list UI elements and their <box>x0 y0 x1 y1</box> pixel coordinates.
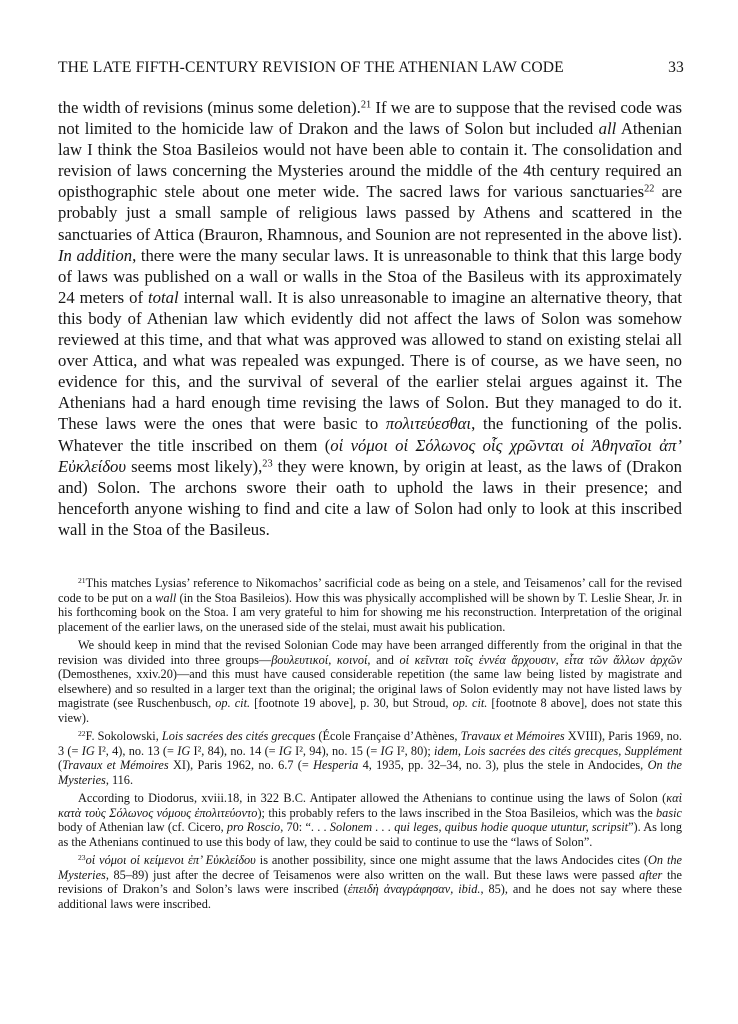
greek-phrase: οἱ νόμοι οἱ κείμενοι ἐπ’ Εὐκλείδου <box>85 853 256 867</box>
text-run: (in the Stoa Basileios). How this was physically accomplished will be shown by T. Leslie Shear, Jr. in his forthcoming book on the Stoa. I am very grateful to him for showing me his reconstruction. Interpretation of the original placement of the earlier laws, on the unerased side of the stelai, must await his publication. <box>58 590 682 634</box>
citation-hesperia: Hesperia <box>313 758 359 772</box>
emphasis-wall: wall <box>155 590 177 605</box>
citation-mysteries: On the Mysteries <box>58 853 682 882</box>
text-run: XI), Paris 1962, no. 6.7 (= <box>168 758 314 772</box>
page-number: 33 <box>668 59 684 76</box>
text-run: the revisions of Drakon’s and Solon’s laws were inscribed ( <box>58 867 682 896</box>
citation-mysteries: On the Mysteries <box>58 758 682 787</box>
citation-pro-roscio: pro Roscio <box>226 820 281 834</box>
text-run: they were known, by origin at least, as the laws of (Drakon and) Solon. The archons swore their oath to uphold the laws in their presence; and henceforth anyone wishing to find and cite a law of Solon had only to look at this inscribed wall in the Stoa of the Basileus. <box>58 456 682 539</box>
text-run: Athenian law I think the Stoa Basileios would not have been able to contain it. The consolidation and revision of laws concerning the Mysteries around the middle of the 4th century required an opisthographic stele about one meter wide. The sacred laws for various sanctuaries <box>58 119 683 202</box>
text-run: , there were the many secular laws. It is unreasonable to think that this large body of laws was published on a wall or walls in the Stoa of the Basileus with its approximately 24 meters of <box>58 245 682 307</box>
greek-phrase: καὶ κατὰ τοὺς Σόλωνος νόμους ἐπολιτεύοντο <box>58 791 682 820</box>
text-run: [footnote 19 above], p. 30, but Stroud, <box>250 696 453 710</box>
body-paragraph <box>58 97 682 540</box>
text-run: I², 80); <box>393 743 435 758</box>
emphasis-all: all <box>598 119 617 139</box>
footnote-mark-22: 22 <box>78 728 86 738</box>
running-header <box>58 59 684 83</box>
citation-ig: IG <box>380 743 394 758</box>
text-run: , the functioning of the polis. Whatever the title inscribed on them ( <box>58 414 682 455</box>
footnote-ref-23[interactable]: 23 <box>262 457 273 469</box>
text-run: and <box>370 652 400 667</box>
citation-ig: IG <box>278 743 292 758</box>
text-run: (École Française d’Athènes, <box>315 729 461 743</box>
text-run: This matches Lysias’ reference to Nikomachos’ sacrificial code as being on a stele, and Teisamenos’ call for the revised code to be put on a <box>58 576 682 605</box>
text-run: According to Diodorus, xviii.18, in 322 B.C. Antipater allowed the Athenians to continue using the laws of Solon ( <box>78 791 667 805</box>
footnote-22-continued <box>58 791 682 849</box>
footnote-ref-22[interactable]: 22 <box>644 183 655 195</box>
text-run: , 85–89) just after the decree of Teisamenos were also written on the wall. But these laws were passed <box>105 867 640 882</box>
text-run: body of Athenian law (cf. Cicero, <box>58 820 227 834</box>
greek-law-title: οἱ νόμοι οἱ Σόλωνος οἷς χρῶνται οἱ Ἀθηναῖοι ἀπ’ Εὐκλείδου <box>58 435 682 476</box>
text-run: [footnote 8 above], does not state this view). <box>58 696 683 725</box>
text-run: I², 4), no. 13 (= <box>94 743 178 758</box>
footnote-22 <box>58 729 682 787</box>
emphasis-basic: basic <box>656 805 682 820</box>
text-run: XVIII), Paris 1969, no. 3 (= <box>58 729 682 758</box>
text-run: , 116. <box>105 772 134 787</box>
text-run: F. Sokolowski, <box>85 729 162 743</box>
footnote-23 <box>58 853 682 911</box>
text-run: (Demosthenes, xxiv.20)—and this must have caused considerable repetition (the same law being listed by magistrate and elsewhere) and so resulted in a larger text than the original; the original laws of Solon evidently may not have listed laws by magistrate (see Ruschenbusch, <box>58 667 682 710</box>
emphasis-total: total <box>147 287 179 307</box>
emphasis-after: after <box>639 867 663 882</box>
footnote-mark-21: 21 <box>78 575 86 585</box>
text-run: I², 94), no. 15 (= <box>291 743 381 758</box>
emphasis-in-addition: In addition <box>58 245 133 265</box>
text-run: , 85), and he does not say where these additional laws were inscribed. <box>58 882 683 911</box>
text-run: ); this probably refers to the laws inscribed in the Stoa Basileios, which was the <box>257 805 657 820</box>
greek-politeuesthai: πολιτεύεσθαι <box>385 414 472 434</box>
text-run: 4, 1935, pp. 32–34, no. 3), plus the stele in Andocides, <box>358 758 648 772</box>
text-run: the width of revisions (minus some deletion). <box>58 98 361 117</box>
text-run: are probably just a small sample of religious laws passed by Athens and scattered in the sanctuaries of Attica (Brauron, Rhamnous, and Sounion are not represented in the above list). <box>58 182 682 244</box>
footnote-21 <box>58 576 682 634</box>
emphasis-op-cit: op. cit. <box>452 696 488 710</box>
text-run: I², 84), no. 14 (= <box>190 743 279 758</box>
citation-series: Travaux et Mémoires <box>62 758 169 772</box>
running-title: THE LATE FIFTH-CENTURY REVISION OF THE ATHENIAN LAW CODE <box>58 59 564 76</box>
text-run: is another possibility, since one might assume that the laws Andocides cites ( <box>255 853 648 867</box>
text-run: internal wall. It is also unreasonable to imagine an alternative theory, that this body of Athenian law which evidently did not affect the laws of Solon was somehow reviewed at this time, and that what was approved was allowed to stand on existing stelai all over Attica, and what was repealed was expunged. There is of course, as we have seen, no evidence for this, and the survival of several of the earlier stelai argues against it. The Athenians had a hard enough time revising the laws of Solon. But they managed to do it. These laws were the ones that were basic to <box>58 287 682 434</box>
text-run: seems most likely), <box>126 456 263 476</box>
citation-title: Lois sacrées des cités grecques <box>161 729 316 743</box>
citation-ig: IG <box>81 743 95 758</box>
greek-phrase: ἐπειδὴ ἀναγράφησαν, ibid. <box>347 882 481 896</box>
footnote-21-continued <box>58 638 682 725</box>
footnotes <box>58 576 682 911</box>
main-text <box>58 97 682 540</box>
footnote-mark-23: 23 <box>78 852 86 862</box>
text-run: ”). As long as the Athenians continued to use this body of law, they could be said to continue to use the “laws of Solon”. <box>58 820 683 849</box>
greek-phrase: οἱ κεῖνται τοῖς ἐννέα ἄρχουσιν, εἶτα τῶν ἄλλων ἀρχῶν <box>399 652 683 667</box>
citation-series: Travaux et Mémoires <box>460 729 565 743</box>
footnote-ref-21[interactable]: 21 <box>360 99 372 111</box>
citation-ig: IG <box>177 743 191 758</box>
emphasis-op-cit: op. cit. <box>215 696 251 710</box>
text-run: We should keep in mind that the revised Solonian Code may have been arranged differently from the original in that the revision was divided into three groups— <box>58 638 682 667</box>
greek-phrase: βουλευτικοί, κοινοί, <box>271 652 371 667</box>
text-run: If we are to suppose that the revised code was not limited to the homicide law of Drakon and the laws of Solon but included <box>58 98 682 139</box>
text-run: , 70: “. . . <box>280 820 330 834</box>
citation-idem: idem, Lois sacrées des cités grecques, Supplément <box>434 743 683 758</box>
latin-quote: Solonem . . . qui leges, quibus hodie quoque utuntur, scripsit <box>329 820 629 834</box>
text-run: ( <box>58 758 63 772</box>
